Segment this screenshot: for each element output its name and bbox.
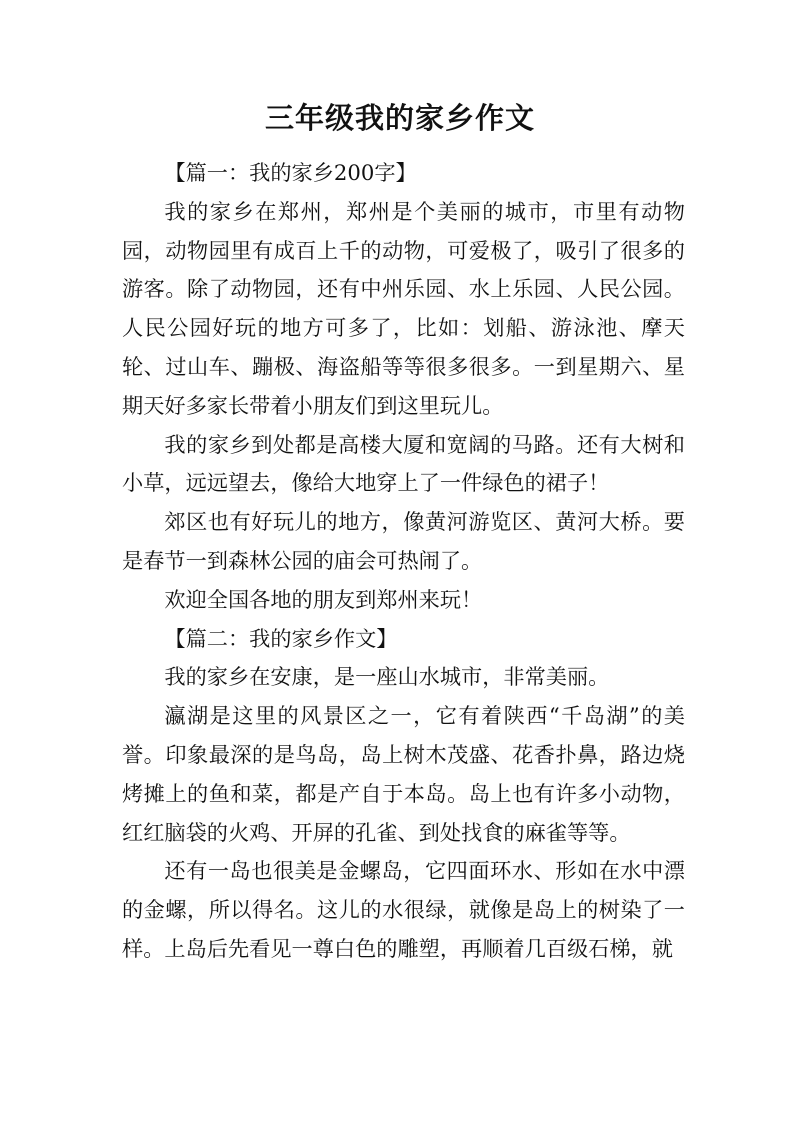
section-heading-2: 【篇二：我的家乡作文】 (164, 625, 398, 651)
paragraph: 还有一岛也很美是金螺岛，它四面环水、形如在水中漂的金螺，所以得名。这儿的水很绿，就像是岛上的树染了一样。上岛后先看见一尊白色的雕塑，再顺着几百级石梯，就 (122, 858, 685, 961)
document-body (122, 154, 685, 969)
paragraph: 郊区也有好玩儿的地方，像黄河游览区、黄河大桥。要是春节一到森林公园的庙会可热闹了。 (122, 509, 685, 573)
paragraph: 我的家乡到处都是高楼大厦和宽阔的马路。还有大树和小草，远远望去，像给大地穿上了一件绿色的裙子！ (122, 431, 685, 496)
paragraph: 我的家乡在安康，是一座山水城市，非常美丽。 (164, 664, 610, 690)
paragraph: 瀛湖是这里的风景区之一，它有着陕西“千岛湖”的美誉。印象最深的是鸟岛，岛上树木茂盛、花香扑鼻，路边烧烤摊上的鱼和菜，都是产自于本岛。岛上也有许多小动物，红红脑袋的火鸡、开屏的孔雀、到处找食的麻雀等等。 (122, 703, 685, 845)
paragraph: 我的家乡在郑州，郑州是个美丽的城市，市里有动物园，动物园里有成百上千的动物，可爱极了，吸引了很多的游客。除了动物园，还有中州乐园、水上乐园、人民公园。人民公园好玩的地方可多了，比如：划船、游泳池、摩天轮、过山车、蹦极、海盗船等等很多很多。一到星期六、星期天好多家长带着小朋友们到这里玩儿。 (122, 198, 685, 418)
document-title: 三年级我的家乡作文 (264, 101, 535, 135)
paragraph: 欢迎全国各地的朋友到郑州来玩！ (164, 586, 483, 612)
section-heading-1: 【篇一：我的家乡200字】 (164, 160, 417, 185)
